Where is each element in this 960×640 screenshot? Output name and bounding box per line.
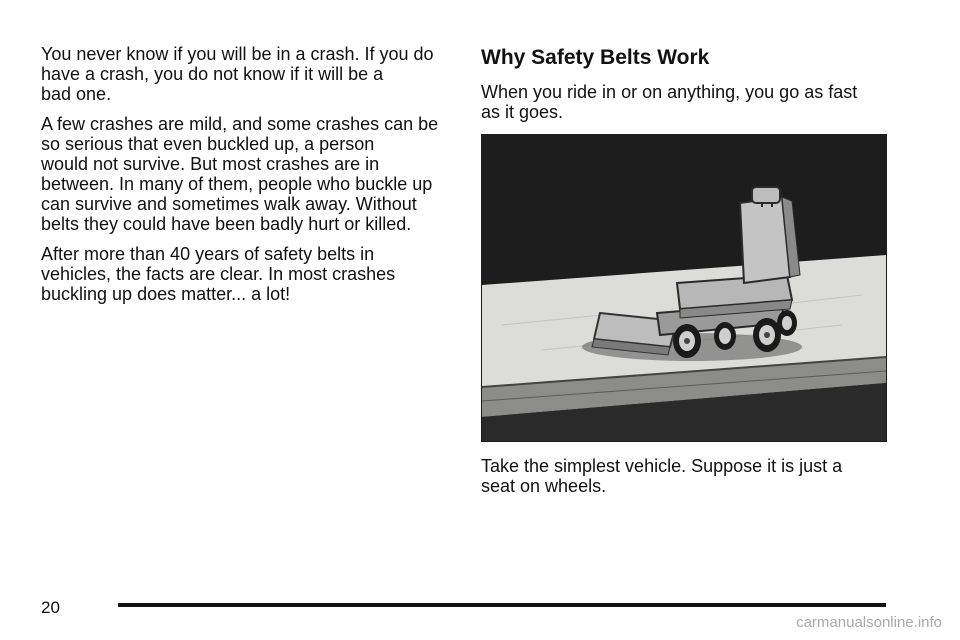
wheel-front-left: [673, 324, 701, 358]
wheel-rear-left: [753, 318, 781, 352]
paragraph-2: A few crashes are mild, and some crashes can be so serious that even buckled up, a person would not survive. But most crashes are in between. In many of them, people who buckle up can survive and sometimes walk away. Without belts they could have been badly hurt or killed.: [41, 114, 439, 234]
section-heading: Why Safety Belts Work: [481, 46, 710, 69]
seat-back: [740, 197, 790, 283]
wheel-front-right: [714, 322, 736, 350]
wheel-rear-right: [777, 310, 797, 336]
paragraph-1: You never know if you will be in a crash. If you do have a crash, you do not know if it will be a bad one.: [41, 44, 434, 104]
footer-rule: [118, 603, 886, 607]
headrest: [752, 187, 780, 203]
intro-paragraph: When you ride in or on anything, you go as fast as it goes.: [481, 82, 858, 122]
seat-on-wheels-illustration: [481, 134, 887, 442]
caption-paragraph: Take the simplest vehicle. Suppose it is just a seat on wheels.: [481, 456, 843, 496]
left-column: [41, 44, 451, 314]
right-column: [481, 44, 891, 506]
page-number: 20: [41, 598, 60, 617]
paragraph-3: After more than 40 years of safety belts in vehicles, the facts are clear. In most crashes buckling up does matter... a lot!: [41, 244, 396, 304]
illustration-svg: [482, 135, 886, 441]
watermark: carmanualsonline.info: [796, 614, 942, 631]
